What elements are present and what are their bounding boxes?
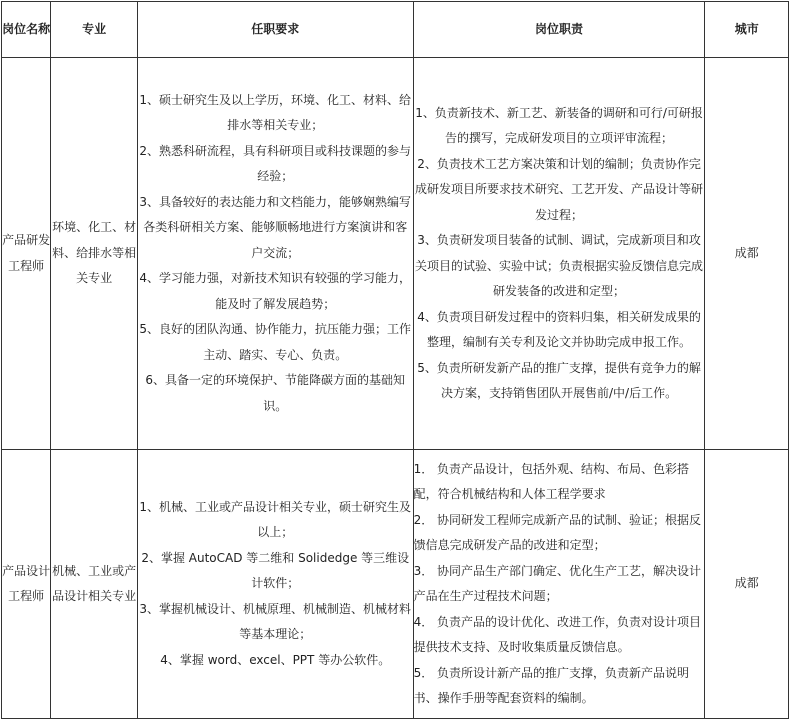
duty-item: 5． 负责所设计新产品的推广支撑，负责新产品说明书、操作手册等配套资料的编制。 xyxy=(413,665,690,705)
table-row xyxy=(2,58,789,450)
position-cell: 产品设计工程师 xyxy=(2,450,51,719)
major-cell: 环境、化工、材料、给排水等相关专业 xyxy=(51,58,138,450)
requirement-item: 1、机械、工业或产品设计相关专业，硕士研究生及以上； xyxy=(139,499,412,540)
duty-item: 5、负责所研发新产品的推广支撑，提供有竞争力的解决方案，支持销售团队开展售前/中/后工作。 xyxy=(417,360,701,400)
header-duties: 岗位职责 xyxy=(413,2,705,58)
city-cell: 成都 xyxy=(705,450,789,719)
job-table xyxy=(1,1,789,719)
requirement-item: 4、学习能力强，对新技术知识有较强的学习能力，能及时了解发展趋势； xyxy=(139,271,412,311)
duty-item: 4． 负责产品的设计优化、改进工作，负责对设计项目提供技术支持、及时收集质量反馈信息。 xyxy=(413,614,702,654)
requirements-cell xyxy=(137,450,413,719)
table-row xyxy=(2,450,789,719)
header-requirements: 任职要求 xyxy=(137,2,413,58)
requirement-item: 1、硕士研究生及以上学历，环境、化工、材料、给排水等相关专业； xyxy=(139,92,412,133)
requirement-item: 3、掌握机械设计、机械原理、机械制造、机械材料等基本理论； xyxy=(139,601,412,642)
header-position: 岗位名称 xyxy=(2,2,51,58)
requirement-item: 3、具备较好的表达能力和文档能力，能够娴熟编写各类科研相关方案、能够顺畅地进行方案演讲和客户交流； xyxy=(139,194,412,260)
header-major: 专业 xyxy=(51,2,138,58)
requirements-cell xyxy=(137,58,413,450)
duty-item: 2． 协同研发工程师完成新产品的试制、验证；根据反馈信息完成研发产品的改进和定型； xyxy=(413,512,702,552)
duties-cell xyxy=(413,450,705,719)
duty-item: 1、负责新技术、新工艺、新装备的调研和可行/可研报告的撰写，完成研发项目的立项评审流程； xyxy=(415,105,703,145)
duties-cell xyxy=(413,58,705,450)
duty-item: 3、负责研发项目装备的试制、调试，完成新项目和攻关项目的试验、实验中试；负责根据实验反馈信息完成研发装备的改进和定型； xyxy=(415,233,704,298)
requirement-item: 2、掌握 AutoCAD 等二维和 Solidedge 等三维设计软件； xyxy=(141,550,410,591)
header-row xyxy=(2,2,789,58)
major-cell: 机械、工业或产品设计相关专业 xyxy=(51,450,138,719)
requirement-item: 4、掌握 word、excel、PPT 等办公软件。 xyxy=(160,652,391,667)
position-cell: 产品研发工程师 xyxy=(2,58,51,450)
city-cell: 成都 xyxy=(705,58,789,450)
requirement-item: 6、具备一定的环境保护、节能降碳方面的基础知识。 xyxy=(145,373,406,413)
requirement-item: 5、良好的团队沟通、协作能力，抗压能力强；工作主动、踏实、专心、负责。 xyxy=(139,322,412,362)
header-city: 城市 xyxy=(705,2,789,58)
duty-item: 3． 协同产品生产部门确定、优化生产工艺，解决设计产品在生产过程技术问题； xyxy=(413,563,702,603)
duty-item: 4、负责项目研发过程中的资料归集，相关研发成果的整理，编制有关专利及论文并协助完成申报工作。 xyxy=(417,309,701,349)
duty-item: 2、负责技术工艺方案决策和计划的编制；负责协作完成研发项目所要求技术研究、工艺开发、产品设计等研发过程； xyxy=(415,156,704,222)
requirement-item: 2、熟悉科研流程，具有科研项目或科技课题的参与经验； xyxy=(139,143,412,184)
duty-item: 1． 负责产品设计，包括外观、结构、布局、色彩搭配，符合机械结构和人体工程学要求 xyxy=(413,461,690,501)
